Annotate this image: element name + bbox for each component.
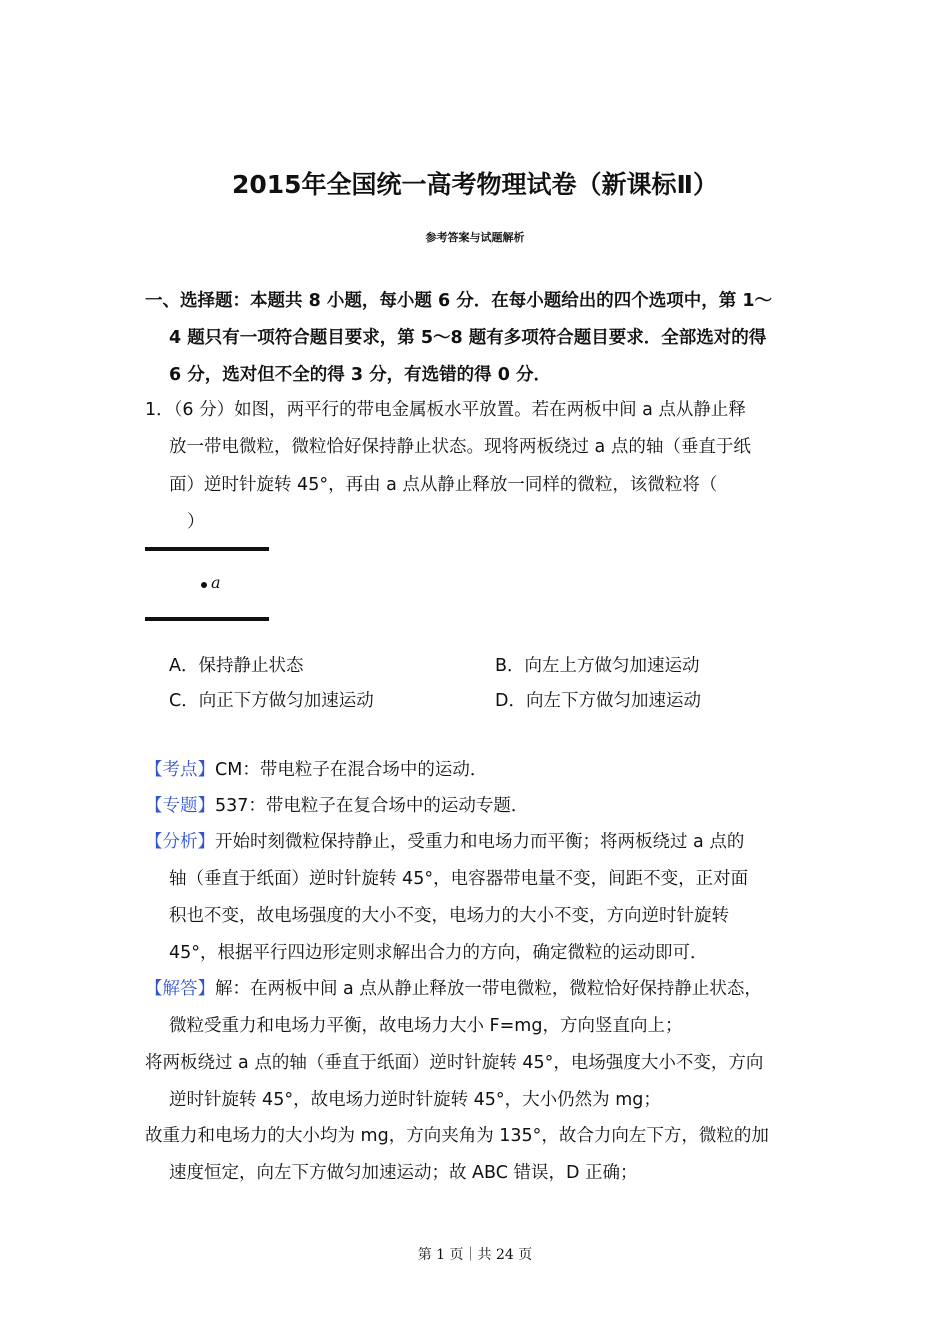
- point-a-dot: [201, 582, 207, 588]
- upper-plate: [145, 547, 269, 551]
- page-title: 2015年全国统一高考物理试卷（新课标Ⅱ）: [231, 170, 719, 199]
- jieda-line: 故重力和电场力的大小均为 mg，方向夹角为 135°，故合力向左下方，微粒的加: [145, 1126, 769, 1146]
- section-heading-line: 一、选择题：本题共 8 小题，每小题 6 分．在每小题给出的四个选项中，第 1～: [145, 291, 772, 311]
- jieda-line: 微粒受重力和电场力平衡，故电场力大小 F=mg，方向竖直向上；: [169, 1016, 683, 1036]
- fenxi-line: 45°，根据平行四边形定则求解出合力的方向，确定微粒的运动即可．: [169, 943, 708, 963]
- option-c: C．向正下方做匀加速运动: [169, 691, 374, 711]
- fenxi-row: [145, 830, 744, 854]
- section-heading-line: 4 题只有一项符合题目要求，第 5～8 题有多项符合题目要求．全部选对的得: [169, 328, 767, 348]
- zhuanti-row: [145, 794, 528, 818]
- jieda-line: 逆时针旋转 45°，故电场力逆时针旋转 45°，大小仍然为 mg；: [169, 1090, 661, 1110]
- fenxi-line: 积也不变，故电场强度的大小不变，电场力的大小不变，方向逆时针旋转: [169, 906, 729, 926]
- jieda-line: 将两板绕过 a 点的轴（垂直于纸面）逆时针旋转 45°，电场强度大小不变，方向: [145, 1053, 764, 1073]
- jieda-text: 解：在两板中间 a 点从静止释放一带电微粒，微粒恰好保持静止状态，: [215, 979, 762, 999]
- page-footer: 第 1 页｜共 24 页: [417, 1247, 533, 1263]
- kaodian-text: CM：带电粒子在混合场中的运动．: [215, 760, 488, 780]
- jieda-row: [145, 977, 762, 1001]
- kaodian-row: [145, 758, 487, 782]
- question-line: 面）逆时针旋转 45°，再由 a 点从静止释放一同样的微粒，该微粒将（: [169, 475, 718, 495]
- fenxi-line: 轴（垂直于纸面）逆时针旋转 45°，电容器带电量不变，间距不变，正对面: [169, 869, 749, 889]
- point-a-label: a: [211, 573, 221, 592]
- jieda-line: 速度恒定，向左下方做匀加速运动；故 ABC 错误，D 正确；: [169, 1163, 638, 1183]
- fenxi-tag: 【分析】: [145, 832, 215, 852]
- question-line: 放一带电微粒，微粒恰好保持静止状态。现将两板绕过 a 点的轴（垂直于纸: [169, 437, 751, 457]
- jieda-tag: 【解答】: [145, 979, 215, 999]
- zhuanti-tag: 【专题】: [145, 796, 215, 816]
- question-line: 1．（6 分）如图，两平行的带电金属板水平放置。若在两板中间 a 点从静止释: [145, 400, 746, 420]
- lower-plate: [145, 617, 269, 621]
- question-blank-close: ）: [187, 512, 205, 532]
- zhuanti-text: 537：带电粒子在复合场中的运动专题．: [215, 796, 529, 816]
- page-subtitle: 参考答案与试题解析: [425, 231, 525, 244]
- kaodian-tag: 【考点】: [145, 760, 215, 780]
- option-d: D．向左下方做匀加速运动: [495, 691, 701, 711]
- option-b: B．向左上方做匀加速运动: [495, 656, 700, 676]
- option-a: A．保持静止状态: [169, 656, 304, 676]
- fenxi-text: 开始时刻微粒保持静止，受重力和电场力而平衡；将两板绕过 a 点的: [215, 832, 745, 852]
- section-heading-line: 6 分，选对但不全的得 3 分，有选错的得 0 分．: [169, 365, 551, 385]
